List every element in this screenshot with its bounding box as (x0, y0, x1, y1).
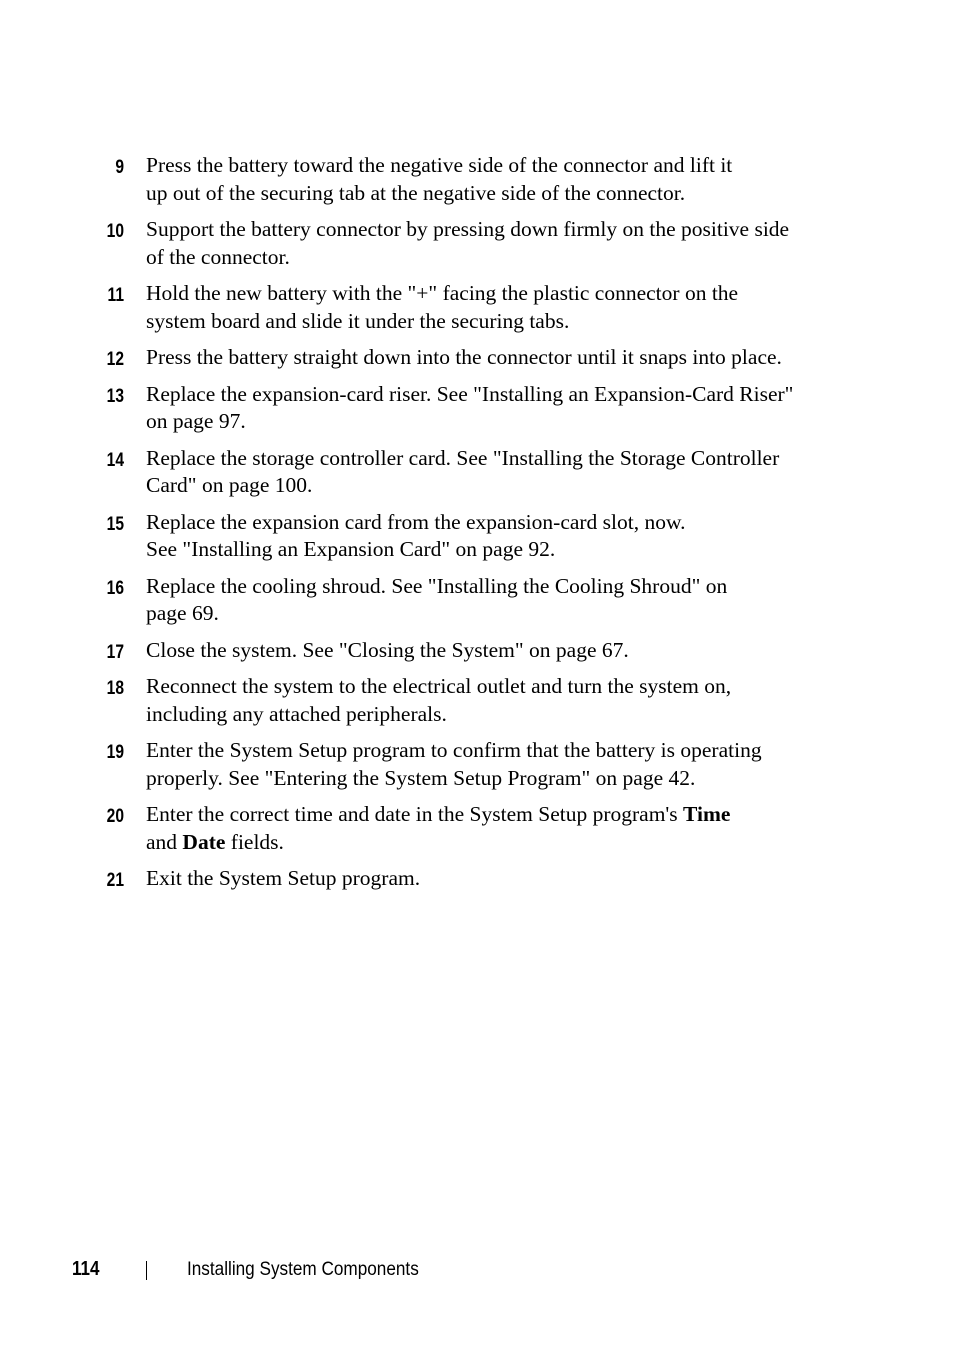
step-number: 15 (106, 513, 124, 535)
step-number: 14 (106, 449, 124, 471)
step-line: Press the battery straight down into the connector until it snaps into place. (146, 345, 782, 369)
step-text (146, 344, 836, 372)
step-21 (0, 865, 954, 893)
step-20 (0, 801, 954, 856)
step-line: Reconnect the system to the electrical outlet and turn the system on, (146, 674, 732, 698)
step-text (146, 152, 836, 207)
step-number: 9 (115, 157, 124, 178)
step-line: properly. See "Entering the System Setup Program" on page 42. (146, 765, 696, 790)
step-text (146, 280, 836, 335)
step-15 (0, 509, 954, 564)
step-11 (0, 280, 954, 335)
step-number: 18 (106, 678, 124, 699)
step-number: 10 (106, 221, 124, 242)
step-16 (0, 573, 954, 628)
step-line: See "Installing an Expansion Card" on page 92. (146, 537, 556, 561)
step-text (146, 381, 836, 436)
step-text (146, 801, 836, 856)
step-line: Hold the new battery with the "+" facing the plastic connector on the (146, 281, 739, 305)
step-17 (0, 637, 954, 665)
step-number: 12 (106, 349, 124, 370)
step-line: Exit the System Setup program. (146, 866, 421, 890)
steps-list (0, 152, 954, 902)
step-line: Card" on page 100. (146, 473, 313, 497)
step-text (146, 637, 836, 665)
step-line-text: Enter the correct time and date in the System Setup program's (146, 802, 684, 826)
step-number: 20 (106, 806, 124, 827)
footer-divider (146, 1261, 147, 1280)
step-14 (0, 445, 954, 500)
step-number: 16 (106, 577, 124, 599)
step-line: of the connector. (146, 244, 290, 269)
step-9 (0, 152, 954, 207)
step-line: page 69. (146, 601, 219, 625)
step-line: Replace the expansion card from the expansion-card slot, now. (146, 509, 686, 534)
step-line: system board and slide it under the securing tabs. (146, 308, 570, 333)
step-line (146, 829, 836, 857)
page-footer (0, 1256, 954, 1284)
step-line: Close the system. See "Closing the System" on page 67. (146, 637, 629, 662)
step-13 (0, 381, 954, 436)
step-number: 19 (106, 742, 124, 763)
step-line (146, 801, 836, 829)
date-field-label: Date (182, 829, 226, 854)
step-number: 11 (107, 285, 124, 306)
step-line: Replace the expansion-card riser. See "Installing an Expansion-Card Riser" (146, 381, 794, 406)
step-line: Enter the System Setup program to confirm that the battery is operating (146, 738, 762, 762)
step-line: up out of the securing tab at the negative side of the connector. (146, 180, 686, 205)
step-number: 17 (106, 641, 124, 663)
step-line-text: fields. (225, 829, 284, 854)
step-line: Support the battery connector by pressing down firmly on the positive side (146, 217, 790, 241)
step-line: Press the battery toward the negative side of the connector and lift it (146, 153, 733, 177)
step-line-text: and (146, 829, 183, 854)
step-number: 13 (106, 385, 124, 407)
step-12 (0, 344, 954, 372)
step-line: including any attached peripherals. (146, 701, 447, 726)
step-10 (0, 216, 954, 271)
step-line: on page 97. (146, 409, 246, 433)
time-field-label: Time (683, 802, 731, 826)
step-text (146, 673, 836, 728)
section-title: Installing System Components (187, 1258, 419, 1280)
step-text (146, 573, 836, 628)
step-line: Replace the cooling shroud. See "Installing the Cooling Shroud" on (146, 573, 728, 598)
step-text (146, 509, 836, 564)
step-text (146, 445, 836, 500)
step-text (146, 737, 836, 792)
step-text (146, 216, 836, 271)
step-text (146, 865, 836, 893)
step-line: Replace the storage controller card. See "Installing the Storage Controller (146, 445, 780, 470)
step-number: 21 (106, 870, 124, 891)
step-19 (0, 737, 954, 792)
page-number: 114 (72, 1258, 100, 1280)
step-18 (0, 673, 954, 728)
